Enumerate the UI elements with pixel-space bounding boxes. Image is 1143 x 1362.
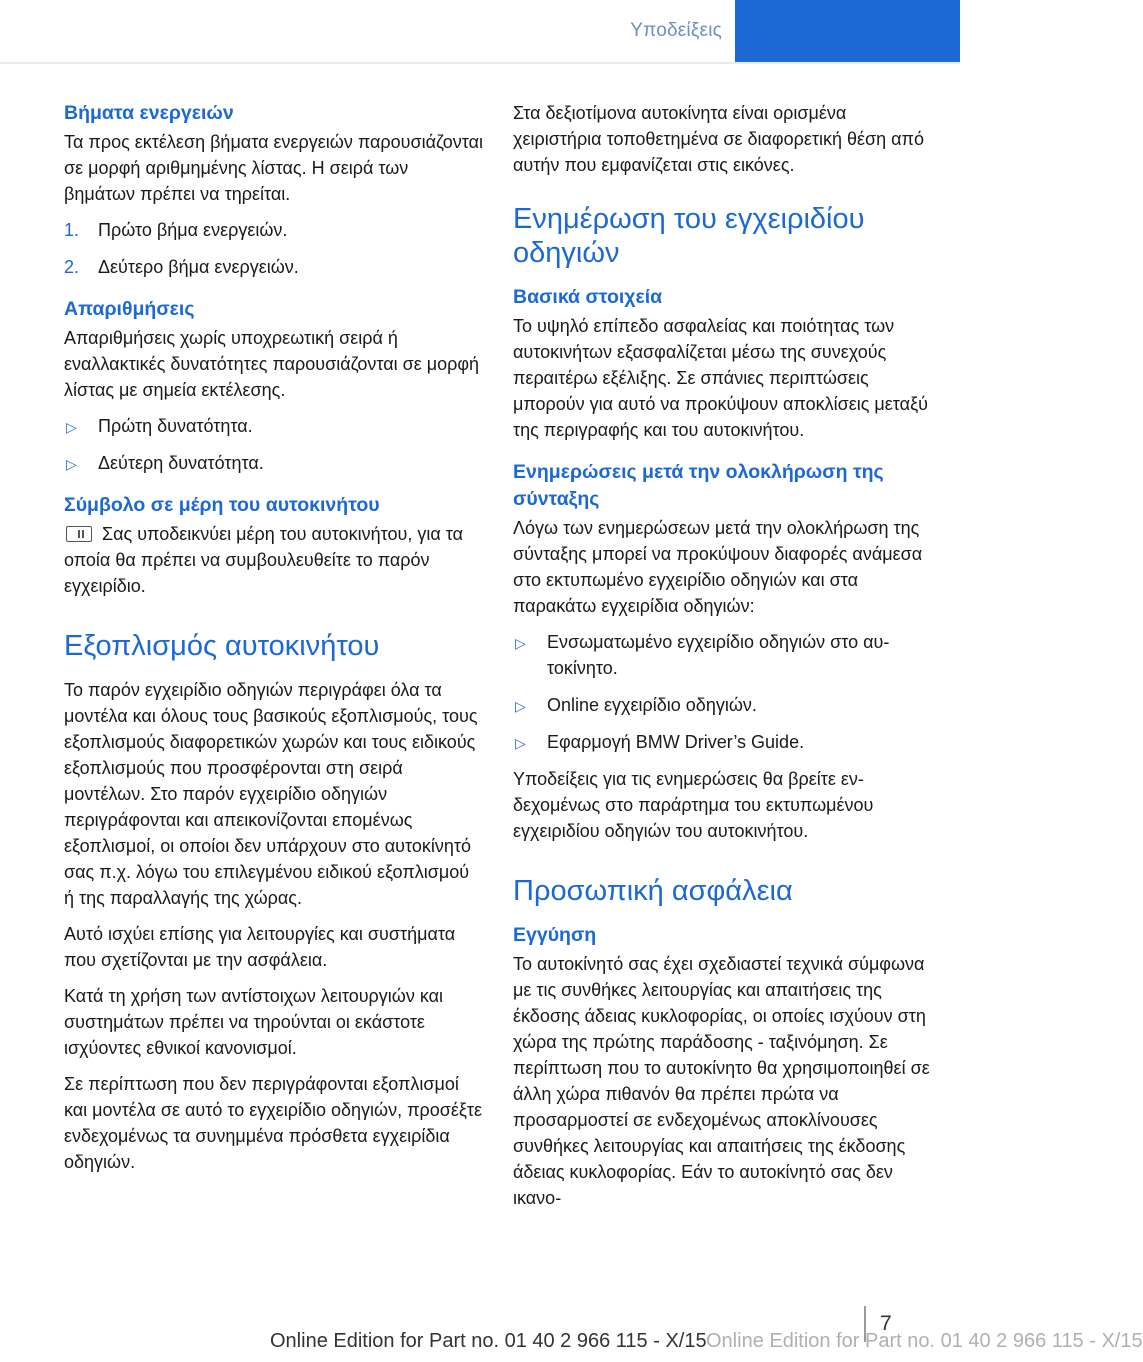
list-item (64, 254, 484, 280)
equipment-paragraph: Κατά τη χρήση των αντίστοιχων λειτουργιών και συστημάτων πρέπει να τηρούνται οι εκάστοτε ισχύοντες εθνικοί κανονισμοί. (64, 986, 444, 1058)
after-heading: Ενημερώσεις μετά την ολοκλήρωση της σύνταξης (513, 461, 884, 510)
list-item-text: Πρώτη δυνατότητα. (98, 416, 253, 436)
header-bar (735, 0, 960, 62)
symbol-paragraph (64, 521, 484, 599)
step-number: 1. (64, 220, 80, 240)
after-note: Υποδείξεις για τις ενημερώσεις θα βρείτε ενδεχομένως στο παράρτημα του εκτυπωμένου εγχειριδίου οδηγιών του αυτοκινήτου. (513, 769, 874, 841)
equipment-paragraph: Αυτό ισχύει επίσης για λειτουργίες και συστήματα που σχετίζονται με την ασφάλεια. (64, 924, 456, 970)
equipment-paragraph: Το παρόν εγχειρίδιο οδηγιών περιγράφει όλα τα μοντέλα και όλους τους βασικούς εξοπλισμούς, τους εξοπλισμούς διαφορετικών χωρών και τους ειδικούς εξοπλισμούς που προσφέρονται στη σειρά μοντέλων. Στο παρόν εγχειρίδιο οδηγιών περιγράφονται και απεικονίζονται επομένως εξοπλισμοί, οι οποίοι δεν υπάρχουν στο αυτοκίνητό σας π.χ. λόγω του επιλεγμένου ειδικού εξοπλισμού ή της παραλλαγής της χώρας. (64, 680, 478, 908)
basics-text: Το υψηλό επίπεδο ασφαλείας και ποιότητας των αυτοκινήτων εξασφαλίζεται μέσω της συνεχούς περαιτέρω εξέλιξης. Σε σπάνιες περιπτώσεις μπορούν για αυτό να προκύψουν αποκλίσεις μεταξύ της περιγραφής και του αυτοκινήτου. (513, 316, 928, 440)
triangle-bullet-icon: ▷ (66, 456, 77, 472)
page-number: 7 (880, 1312, 892, 1335)
after-list (513, 629, 933, 755)
step-text: Πρώτο βήμα ενεργειών. (98, 220, 288, 240)
step-text: Δεύτερο βήμα ενεργειών. (98, 257, 299, 277)
triangle-bullet-icon: ▷ (515, 635, 526, 651)
list-item-text: Εφαρμογή BMW Driver’s Guide. (547, 732, 805, 752)
edition-footer: Online Edition for Part no. 01 40 2 966 115 - X/15 (270, 1330, 707, 1352)
enum-intro: Απαριθμήσεις χωρίς υποχρεωτική σειρά ή εναλλακτικές δυνατότητες παρουσιάζονται σε μορφή λίστας με σημεία εκτέλεσης. (64, 328, 480, 400)
manual-book-icon (66, 526, 92, 542)
symbol-heading: Σύμβολο σε μέρη του αυτοκινήτου (64, 494, 380, 516)
enum-heading: Απαριθμήσεις (64, 298, 195, 320)
enum-list (64, 413, 484, 476)
warranty-text: Το αυτοκίνητό σας έχει σχεδιαστεί τεχνικά σύμφωνα με τις συνθήκες λειτουργίας και απαιτήσεις της έκδοσης άδειας κυκλοφορίας, οι οποίες ισχύουν στη χώρα της πρώτης παράδοσης - ταξινόμηση. Σε περίπτωση που το αυτοκίνητο θα χρησιμοποιηθεί σε άλλη χώρα πιθανόν θα πρέπει πρώτα να προσαρμοστεί σε ενδεχομένως αποκλίνουσες συνθήκες λειτουργίας και απαιτήσεις της έκδοσης άδειας κυκλοφορίας. Εάν το αυτοκίνητό σας δεν ικανο- (513, 954, 930, 1208)
left-column (64, 100, 484, 1185)
list-item (64, 217, 484, 243)
steps-heading: Βήματα ενεργειών (64, 102, 234, 124)
step-number: 2. (64, 257, 80, 277)
list-item-text: Ενσωματωμένο εγχειρίδιο οδηγιών στο αυτοκίνητο. (547, 632, 890, 678)
triangle-bullet-icon: ▷ (66, 419, 77, 435)
right-column (513, 100, 933, 1221)
basics-heading: Βασικά στοιχεία (513, 286, 663, 308)
symbol-text: Σας υποδεικνύει μέρη του αυτοκινήτου, για τα οποία θα πρέπει να συμβουλευθείτε το παρόν εγχειρίδιο. (64, 524, 464, 596)
update-heading: Ενημέρωση του εγχειριδίου οδηγιών (513, 203, 865, 269)
list-item (64, 413, 484, 439)
triangle-bullet-icon: ▷ (515, 698, 526, 714)
equipment-paragraph: Σε περίπτωση που δεν περιγράφονται εξοπλισμοί και μοντέλα σε αυτό το εγχειρίδιο οδηγιών, προσέξτε ενδεχομένως τα συνημμένα πρόσθετα εγχειρίδια οδηγιών. (64, 1074, 483, 1172)
list-item-text: Δεύτερη δυνατότητα. (98, 453, 264, 473)
safety-heading: Προσωπική ασφάλεια (513, 875, 793, 907)
list-item-text: Online εγχειρίδιο οδηγιών. (547, 695, 757, 715)
triangle-bullet-icon: ▷ (515, 735, 526, 751)
list-item (513, 729, 933, 755)
list-item (513, 629, 933, 681)
watermark: Online Edition for Part no. 01 40 2 966 115 - X/15 (706, 1330, 1143, 1352)
after-text: Λόγω των ενημερώσεων μετά την ολοκλήρωση της σύνταξης μπορεί να προκύψουν διαφορές ανάμεσα στο εκτυπωμένο εγχειρίδιο οδηγιών και στα παρακάτω εγχειρίδια οδηγιών: (513, 518, 923, 616)
steps-list (64, 217, 484, 280)
equipment-heading: Εξοπλισμός αυτοκινήτου (64, 630, 380, 662)
rhd-note: Στα δεξιοτίμονα αυτοκίνητα είναι ορισμένα χειριστήρια τοποθετημένα σε διαφορετική θέση από αυτήν που εμφανίζεται στις εικόνες. (513, 103, 924, 175)
header-divider (0, 62, 960, 64)
warranty-heading: Εγγύηση (513, 924, 597, 946)
list-item (513, 692, 933, 718)
section-title: Υποδείξεις (630, 20, 722, 41)
list-item (64, 450, 484, 476)
steps-intro: Τα προς εκτέλεση βήματα ενεργειών παρουσιάζονται σε μορφή αριθμημένης λίστας. Η σειρά των βημάτων πρέπει να τηρείται. (64, 132, 484, 204)
